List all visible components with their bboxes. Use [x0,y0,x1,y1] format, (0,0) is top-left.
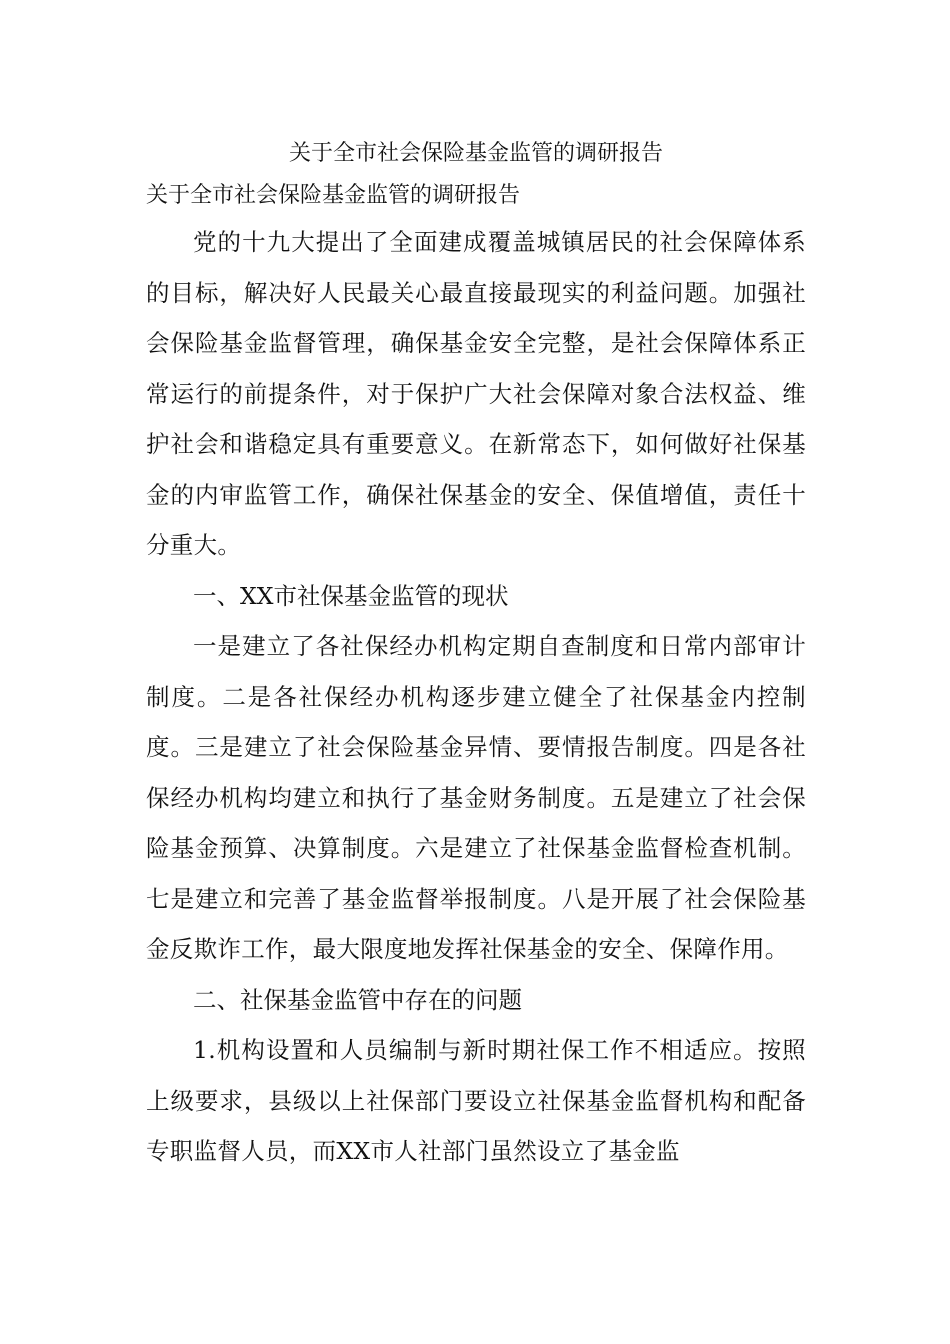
document-title: 关于全市社会保险基金监管的调研报告 [288,141,663,166]
document-body [146,133,806,1177]
section-2-item-1-paragraph: 1.机构设置和人员编制与新时期社保工作不相适应。按照上级要求，县级以上社保部门要设立社保基金监督机构和配备专职监督人员，而XX市人社部门虽然设立了基金监 [146,1036,806,1165]
document-subtitle: 关于全市社会保险基金监管的调研报告 [146,183,521,208]
intro-paragraph: 党的十九大提出了全面建成覆盖城镇居民的社会保障体系的目标，解决好人民最关心最直接最现实的利益问题。加强社会保险基金监督管理，确保基金安全完整，是社会保障体系正常运行的前提条件，对于保护广大社会保障对象合法权益、维护社会和谐稳定具有重要意义。在新常态下，如何做好社保基金的内审监管工作，确保社保基金的安全、保值增值，责任十分重大。 [146,228,806,559]
section-2-heading: 二、社保基金监管中存在的问题 [193,985,522,1014]
section-1-heading: 一、XX市社保基金监管的现状 [193,581,509,610]
section-1-paragraph: 一是建立了各社保经办机构定期自查制度和日常内部审计制度。二是各社保经办机构逐步建立健全了社保基金内控制度。三是建立了社会保险基金异情、要情报告制度。四是各社保经办机构均建立和执行了基金财务制度。五是建立了社会保险基金预算、决算制度。六是建立了社保基金监督检查机制。七是建立和完善了基金监督举报制度。八是开展了社会保险基金反欺诈工作，最大限度地发挥社保基金的安全、保障作用。 [146,632,806,963]
